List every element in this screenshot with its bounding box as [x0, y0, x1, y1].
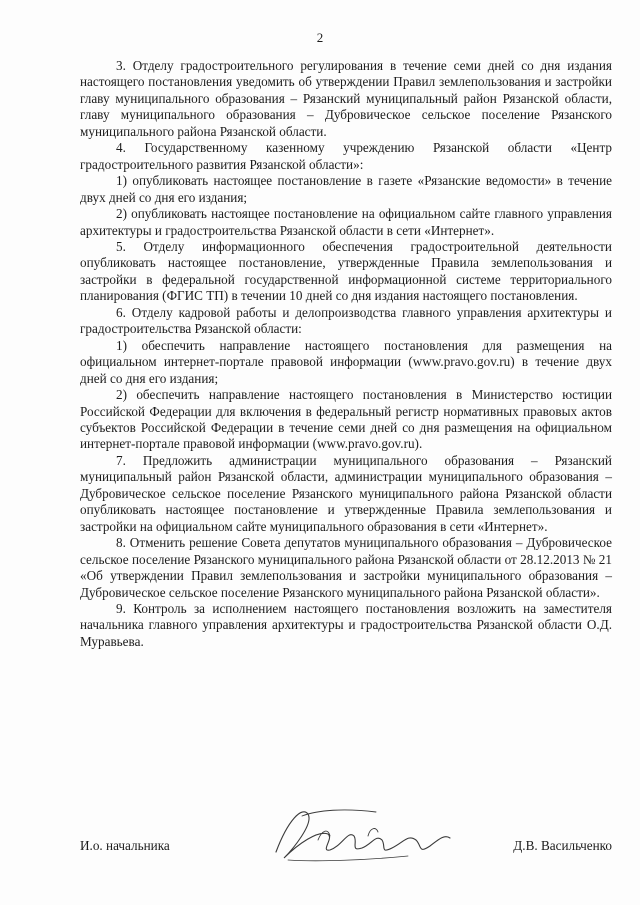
paragraph-4-1: 1) опубликовать настоящее постановление в газете «Рязанские ведомости» в течение двух дней со дня его издания;: [80, 173, 612, 205]
paragraph-4-2: 2) опубликовать настоящее постановление на официальном сайте главного управления архитектуры и градостроительства Рязанской области в сети «Интернет».: [80, 206, 612, 238]
paragraph-9: 9. Контроль за исполнением настоящего постановления возложить на заместителя начальника главного управления архитектуры и градостроительства Рязанской области О.Д. Муравьева.: [80, 600, 612, 649]
signatory-name: Д.В. Васильченко: [513, 838, 612, 853]
paragraph-7: 7. Предложить администрации муниципального образования – Рязанский муниципальный район Рязанской области, администрации муниципального образования – Дубровическое сельское поселение Рязанского муниципального района Рязанской области опубликовать настоящее постановление и утвержденные Правила землепользования и застройки на официальном сайте муниципального образования в сети «Интернет».: [80, 452, 612, 534]
paragraph-5: 5. Отделу информационного обеспечения градостроительной деятельности опубликовать настоящее постановление, утвержденные Правила землепользования и застройки в федеральной государственной информационной системе территориального планирования (ФГИС ТП) в течении 10 дней со дня издания настоящего постановления.: [80, 238, 612, 304]
signature-block: [80, 832, 612, 872]
paragraph-6-2: 2) обеспечить направление настоящего постановления в Министерство юстиции Российской Федерации для включения в федеральный регистр нормативных правовых актов субъектов Российской Федерации в течение семи дней со дня размещения на официальном интернет-портале правовой информации (www.pravo.gov.ru).: [80, 387, 612, 452]
paragraph-6: 6. Отделу кадровой работы и делопроизводства главного управления архитектуры и градостроительства Рязанской области:: [80, 304, 612, 337]
handwritten-signature: [258, 800, 458, 870]
paragraph-6-1: 1) обеспечить направление настоящего постановления для размещения на официальном интернет-портале правовой информации (www.pravo.gov.ru) в течение двух дней со дня его издания;: [80, 337, 612, 386]
document-body: [80, 58, 612, 650]
signatory-position: И.о. начальника: [80, 838, 170, 853]
paragraph-8: 8. Отменить решение Совета депутатов муниципального образования – Дубровическое сельское поселение Рязанского муниципального района Рязанской области от 28.12.2013 № 21 «Об утверждении Правил землепользования и застройки муниципального образования – Дубровическое сельское поселение Рязанского муниципального района Рязанской области».: [80, 535, 612, 600]
page-number: 2: [316, 30, 324, 45]
paragraph-3: 3. Отделу градостроительного регулирования в течение семи дней со дня издания настоящего постановления уведомить об утверждении Правил землепользования и застройки главу муниципального образования – Рязанский муниципальный район Рязанской области, главу муниципального образования – Дубровическое сельское поселение Рязанского муниципального района Рязанской области.: [80, 58, 612, 139]
paragraph-4: 4. Государственному казенному учреждению Рязанской области «Центр градостроительного развития Рязанской области»:: [80, 140, 612, 172]
